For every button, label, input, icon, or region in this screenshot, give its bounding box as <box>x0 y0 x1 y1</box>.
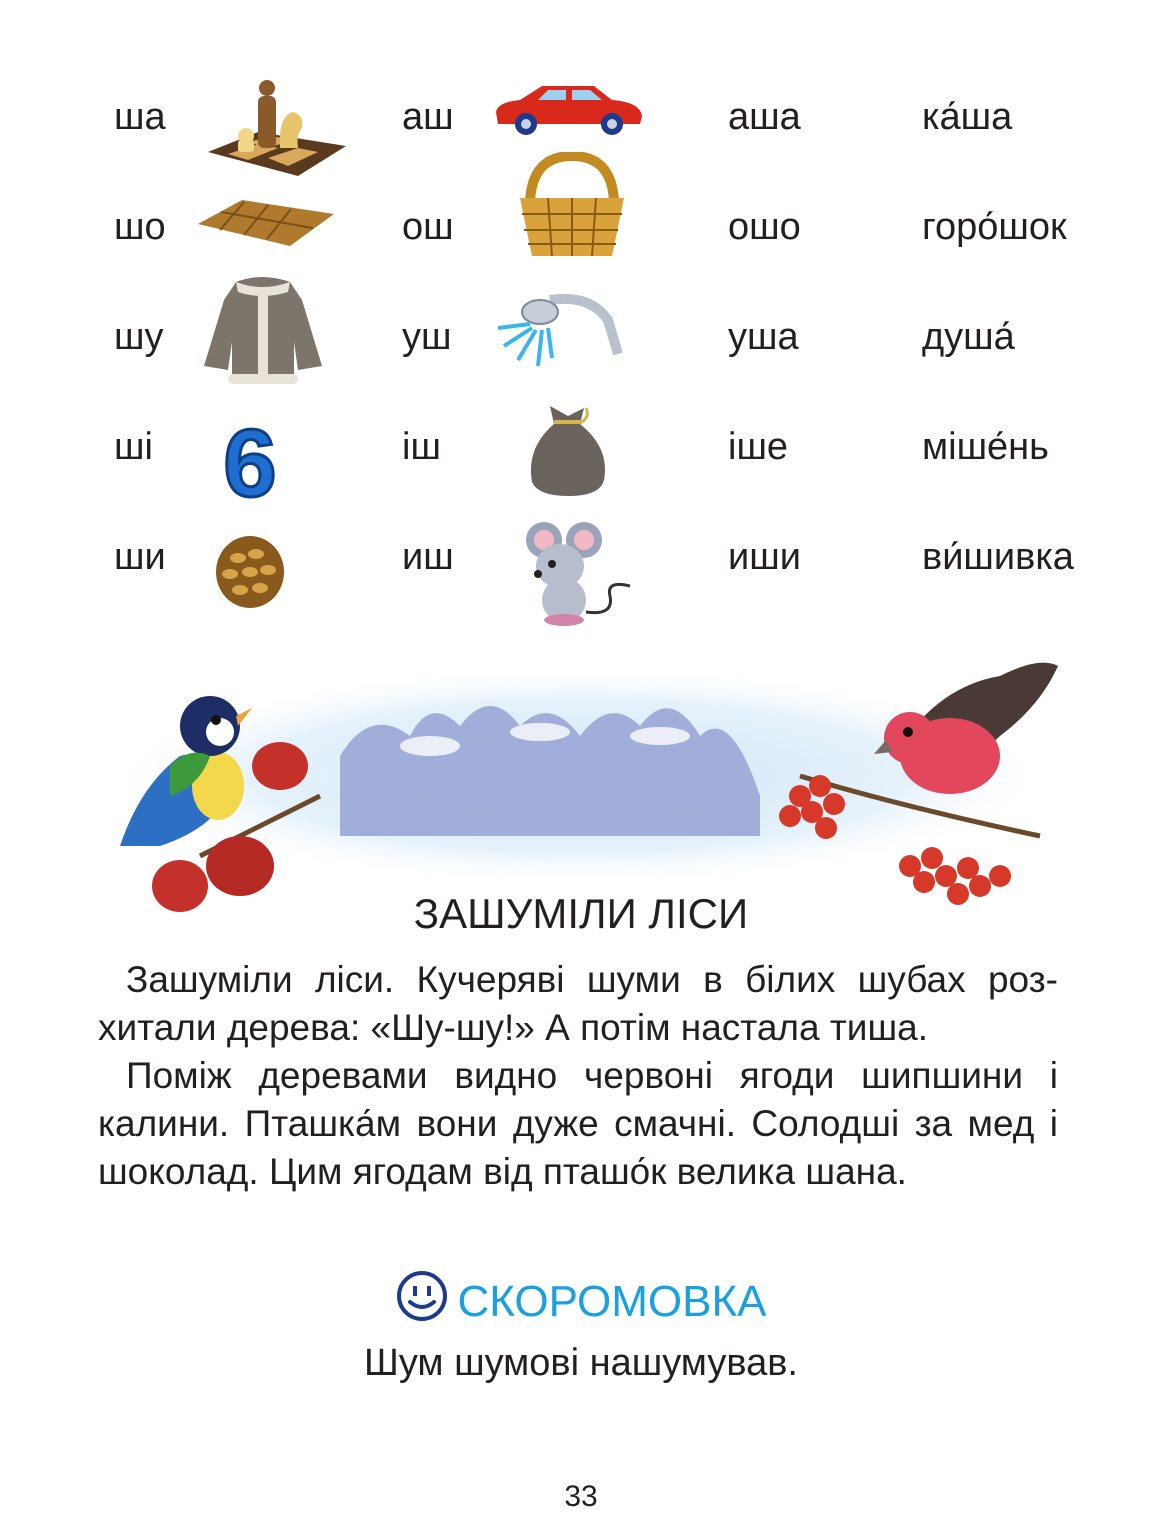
syllable-osh: ош <box>402 206 454 248</box>
syllable-ush: уш <box>402 316 452 358</box>
word-vyshyvka: ви́шивка <box>922 536 1074 578</box>
syllable-ash: аш <box>402 96 454 138</box>
syllable-shu: шу <box>114 316 164 358</box>
syllable-ysh: иш <box>402 536 454 578</box>
syllable-ish: іш <box>402 426 441 468</box>
tongue-twister-heading <box>0 1270 1162 1327</box>
number-six-icon <box>214 412 286 504</box>
syllable-ishe: іше <box>728 426 789 468</box>
syllable-usha: уша <box>728 316 799 358</box>
pine-cone-icon <box>208 528 292 612</box>
story-paragraph-2: Поміж деревами видно червоні ягоди шипшини і калини. Пташка́м вони дуже смачні. Солодші за мед і шоколад. Цим ягодам від пташо́к велика шана. <box>98 1055 1058 1192</box>
word-dusha: душа́ <box>922 316 1015 358</box>
shower-icon <box>490 290 630 372</box>
story-title: ЗАШУМІЛИ ЛІСИ <box>413 890 749 937</box>
smiley-icon <box>396 1270 448 1322</box>
page-number: 33 <box>564 1480 598 1513</box>
syllable-sho: шо <box>114 206 166 248</box>
sack-icon <box>524 398 612 498</box>
mouse-icon <box>514 516 636 628</box>
svg-text:6: 6 <box>223 412 277 504</box>
syllable-yshy: иши <box>728 536 801 578</box>
chess-icon <box>188 74 348 182</box>
tongue-twister-text: Шум шумові нашумував. <box>364 1342 798 1384</box>
tongue-twister-label: СКОРОМОВКА <box>457 1277 767 1326</box>
fur-coat-icon <box>198 270 328 388</box>
car-icon <box>490 82 646 138</box>
word-mishen: міше́нь <box>922 426 1049 468</box>
word-horoshok: горо́шок <box>922 206 1067 248</box>
syllable-shi: ші <box>114 426 153 468</box>
word-kasha: ка́ша <box>922 96 1013 138</box>
syllable-sha: ша <box>114 96 166 138</box>
story-text <box>98 956 1058 1196</box>
syllable-osho: ошо <box>728 206 801 248</box>
syllable-asha: аша <box>728 96 801 138</box>
syllable-shy: ши <box>114 536 166 578</box>
story-paragraph-1: Зашуміли ліси. Кучеряві шуми в білих шубах розхитали дерева: «Шу-шу!» А потім настала тиша. <box>98 959 1058 1048</box>
chocolate-bar-icon <box>196 196 336 252</box>
basket-icon <box>512 152 632 260</box>
syllable-table <box>0 0 1162 640</box>
